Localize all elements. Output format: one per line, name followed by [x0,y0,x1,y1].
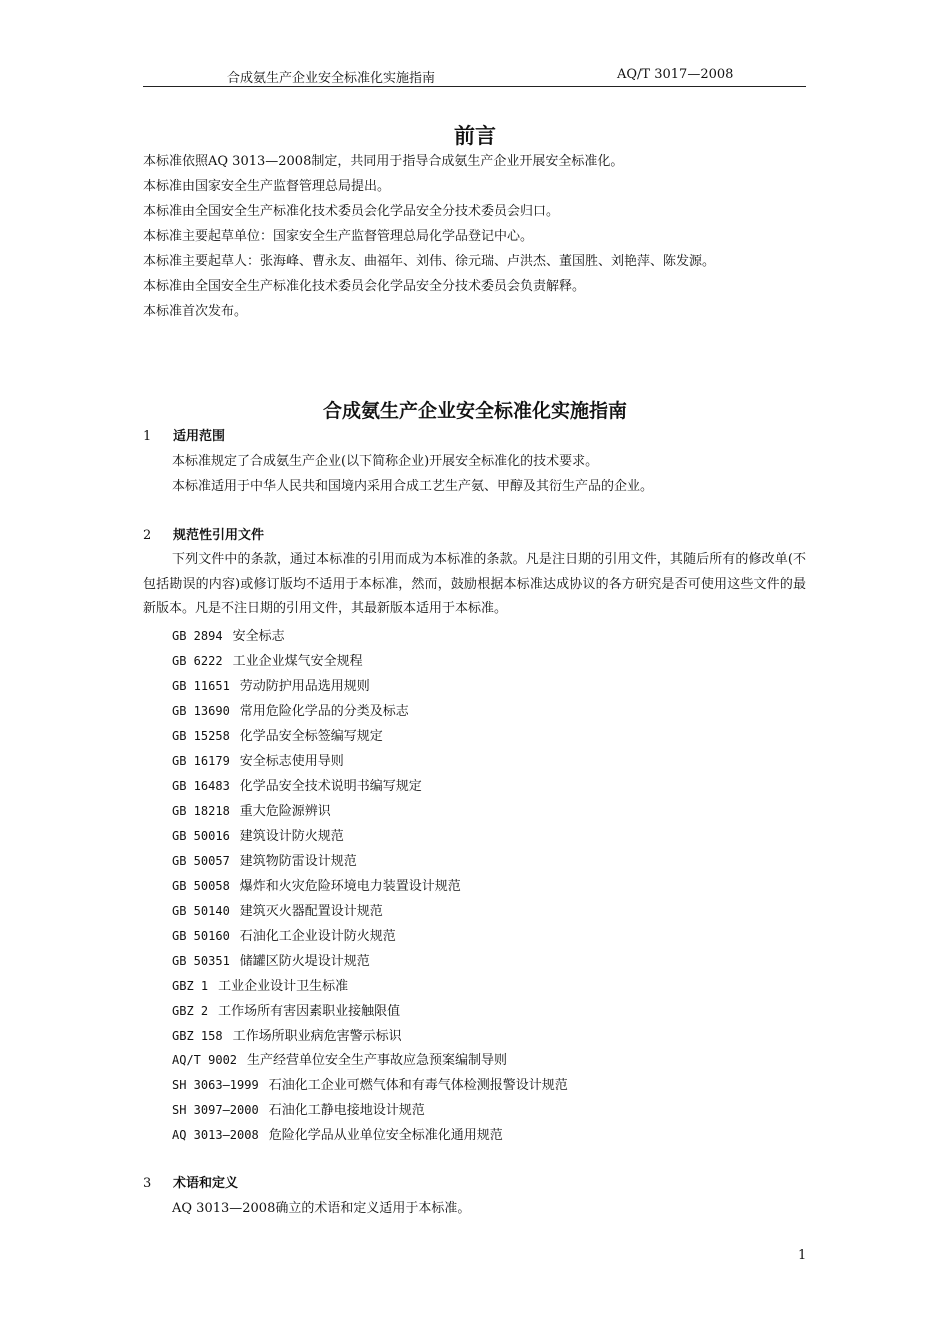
reference-code: GB 16179 [172,754,230,768]
foreword-line: 本标准首次发布。 [143,304,248,319]
reference-item [172,1001,400,1022]
reference-name: 常用危险化学品的分类及标志 [239,704,409,719]
foreword-line: 本标准由全国安全生产标准化技术委员会化学品安全分技术委员会负责解释。 [143,279,586,294]
reference-code: GB 50016 [172,829,230,843]
reference-item [172,976,348,997]
reference-code: GB 16483 [172,779,230,793]
section-number: 1 [143,429,152,444]
reference-code: GBZ 158 [172,1029,223,1043]
reference-code: GB 15258 [172,729,230,743]
reference-item [172,801,331,822]
foreword-line: 本标准由全国安全生产标准化技术委员会化学品安全分技术委员会归口。 [143,204,560,219]
header-standard-code: AQ/T 3017—2008 [617,67,734,82]
section-3-heading [143,1174,238,1194]
reference-name: 安全标志 [232,629,285,644]
foreword-line: 本标准主要起草人：张海峰、曹永友、曲福年、刘伟、徐元瑞、卢洪杰、董国胜、刘艳萍、陈发源。 [143,254,716,269]
reference-item [172,676,370,697]
section-number: 2 [143,528,152,543]
document-main-title: 合成氨生产企业安全标准化实施指南 [322,400,627,422]
reference-item [172,651,363,672]
reference-name: 石油化工企业可燃气体和有毒气体检测报警设计规范 [268,1078,568,1093]
reference-name: 化学品安全技术说明书编写规定 [239,779,422,794]
section-title: 适用范围 [173,429,226,444]
reference-code: GB 13690 [172,704,230,718]
reference-item [172,701,409,722]
section-number: 3 [143,1176,152,1191]
reference-name: 重大危险源辨识 [239,804,331,819]
reference-name: 储罐区防火堤设计规范 [239,954,370,969]
reference-item [172,726,383,747]
reference-code: GBZ 1 [172,979,209,993]
reference-code: GB 50057 [172,854,230,868]
reference-item [172,876,461,897]
reference-name: 建筑灭火器配置设计规范 [239,904,383,919]
reference-item [172,1125,503,1146]
reference-item [172,776,422,797]
section-2-intro-paragraph: 下列文件中的条款，通过本标准的引用而成为本标准的条款。凡是注日期的引用文件，其随后所有的修改单(不包括勘误的内容)或修订版均不适用于本标准，然而，鼓励根据本标准达成协议的各方研究是否可使用这些文件的最新版本。凡是不注日期的引用文件，其最新版本适用于本标准。 [143,552,806,616]
reference-code: GB 50160 [172,929,230,943]
reference-name: 工业企业设计卫生标准 [218,979,349,994]
section-3-line: AQ 3013—2008确立的术语和定义适用于本标准。 [172,1201,471,1216]
reference-code: GB 18218 [172,804,230,818]
reference-code: GBZ 2 [172,1004,209,1018]
reference-item [172,826,344,847]
reference-code: AQ/T 9002 [172,1053,238,1067]
reference-code: GB 50351 [172,954,230,968]
reference-name: 建筑设计防火规范 [239,829,344,844]
reference-item [172,1050,507,1071]
reference-item [172,926,396,947]
reference-item [172,851,357,872]
reference-name: 工业企业煤气安全规程 [232,654,363,669]
foreword-line: 本标准主要起草单位：国家安全生产监督管理总局化学品登记中心。 [143,229,534,244]
reference-name: 石油化工静电接地设计规范 [268,1103,425,1118]
reference-name: 劳动防护用品选用规则 [239,679,370,694]
reference-name: 工作场所有害因素职业接触限值 [218,1004,401,1019]
section-2-heading [143,526,264,546]
reference-code: GB 2894 [172,629,223,643]
reference-name: 危险化学品从业单位安全标准化通用规范 [268,1128,503,1143]
section-1-line: 本标准适用于中华人民共和国境内采用合成工艺生产氨、甲醇及其衍生产品的企业。 [172,479,654,494]
reference-name: 安全标志使用导则 [239,754,344,769]
foreword-line: 本标准由国家安全生产监督管理总局提出。 [143,179,391,194]
reference-code: AQ 3013—2008 [172,1128,259,1142]
section-title: 术语和定义 [173,1176,239,1191]
reference-item [172,951,370,972]
section-1-line: 本标准规定了合成氨生产企业(以下简称企业)开展安全标准化的技术要求。 [172,454,599,469]
reference-item [172,1026,402,1047]
reference-item [172,626,285,647]
reference-name: 建筑物防雷设计规范 [239,854,357,869]
reference-name: 工作场所职业病危害警示标识 [232,1029,402,1044]
reference-code: SH 3097—2000 [172,1103,259,1117]
page-number: 1 [798,1248,807,1263]
reference-name: 爆炸和火灾危险环境电力装置设计规范 [239,879,461,894]
reference-name: 化学品安全标签编写规定 [239,729,383,744]
section-1-heading [143,427,225,447]
reference-code: SH 3063—1999 [172,1078,259,1092]
foreword-title: 前言 [454,124,496,148]
reference-item [172,1100,425,1121]
page-header [143,64,806,87]
reference-item [172,751,344,772]
section-title: 规范性引用文件 [173,528,265,543]
foreword-line: 本标准依照AQ 3013—2008制定，共同用于指导合成氨生产企业开展安全标准化。 [143,154,624,169]
reference-item [172,1075,568,1096]
reference-code: GB 50140 [172,904,230,918]
reference-code: GB 6222 [172,654,223,668]
reference-item [172,901,383,922]
reference-name: 石油化工企业设计防火规范 [239,929,396,944]
reference-code: GB 11651 [172,679,230,693]
reference-name: 生产经营单位安全生产事故应急预案编制导则 [247,1053,508,1068]
header-title: 合成氨生产企业安全标准化实施指南 [227,71,436,86]
reference-code: GB 50058 [172,879,230,893]
